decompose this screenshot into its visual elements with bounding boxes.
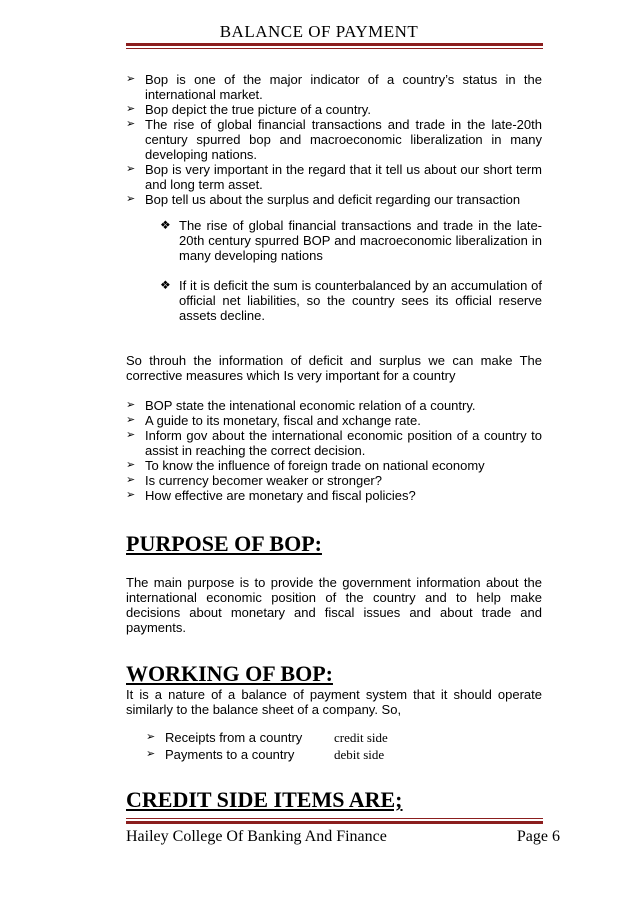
page-header-title: BALANCE OF PAYMENT (219, 22, 419, 41)
arrow-bullet-icon: ➢ (126, 163, 136, 175)
list-item: ➢ A guide to its monetary, fiscal and xchange rate. (126, 413, 421, 428)
list-item: ➢ How effective are monetary and fiscal policies? (126, 488, 416, 503)
credit-heading: CREDIT SIDE ITEMS ARE; (126, 787, 403, 812)
diamond-bullet-icon: ❖ (160, 278, 171, 292)
arrow-bullet-icon: ➢ (126, 489, 136, 501)
header-rule (126, 43, 543, 49)
page-body (126, 72, 542, 813)
list-item: ➢ BOP state the intenational economic relation of a country. (126, 398, 476, 413)
bop-subpoints-list (126, 218, 542, 323)
bop-uses-list (126, 398, 542, 503)
arrow-bullet-icon: ➢ (126, 429, 136, 441)
arrow-bullet-icon: ➢ (126, 103, 136, 115)
working-heading: WORKING OF BOP: (126, 661, 333, 686)
page-footer (126, 828, 560, 846)
diamond-bullet-icon: ❖ (160, 218, 171, 232)
arrow-bullet-icon: ➢ (126, 73, 136, 85)
list-item: ➢ To know the influence of foreign trade on national economy (126, 458, 485, 473)
list-item: ➢ Bop is very important in the regard that it tell us about our short term and long term asset. (126, 162, 542, 192)
list-item: ➢ Receipts from a country credit side (146, 730, 388, 745)
list-item: ➢ Inform gov about the international economic position of a country to assist in reaching the correct decision. (126, 428, 542, 458)
list-item: ➢ The rise of global financial transactions and trade in the late-20th century spurred bop and macroeconomic liberalization in many developing nations. (126, 117, 542, 162)
list-item: ➢ Bop depict the true picture of a country. (126, 102, 371, 117)
list-item: ❖ If it is deficit the sum is counterbalanced by an accumulation of official net liabilities, so the country sees its official reserve assets decline. (160, 278, 542, 323)
arrow-bullet-icon: ➢ (126, 118, 136, 130)
arrow-bullet-icon: ➢ (146, 731, 156, 743)
working-items (126, 730, 542, 762)
list-item: ➢ Payments to a country debit side (146, 747, 385, 762)
purpose-heading: PURPOSE OF BOP: (126, 531, 322, 556)
arrow-bullet-icon: ➢ (126, 399, 136, 411)
bop-points-list (126, 72, 542, 207)
list-item: ➢ Is currency becomer weaker or stronger? (126, 473, 382, 488)
purpose-paragraph: The main purpose is to provide the government information about the international economic position of the country and to help make decisions about monetary and fiscal issues and about trade and payments. (126, 575, 542, 635)
arrow-bullet-icon: ➢ (126, 459, 136, 471)
list-item: ➢ Bop tell us about the surplus and deficit regarding our transaction (126, 192, 521, 207)
page-number: Page 6 (516, 828, 560, 845)
footer-rule (126, 818, 543, 824)
arrow-bullet-icon: ➢ (146, 748, 156, 760)
list-item: ❖ The rise of global financial transactions and trade in the late-20th century spurred BOP and macroeconomic liberalization in many developing nations (160, 218, 542, 263)
arrow-bullet-icon: ➢ (126, 474, 136, 486)
arrow-bullet-icon: ➢ (126, 193, 136, 205)
working-paragraph: It is a nature of a balance of payment system that it should operate similarly to the balance sheet of a company. So, (126, 687, 542, 717)
footer-college-name: Hailey College Of Banking And Finance (126, 828, 387, 845)
arrow-bullet-icon: ➢ (126, 414, 136, 426)
deficit-paragraph: So throuh the information of deficit and surplus we can make The corrective measures which Is very important for a country (126, 353, 542, 383)
list-item: ➢ Bop is one of the major indicator of a country’s status in the international market. (126, 72, 542, 102)
